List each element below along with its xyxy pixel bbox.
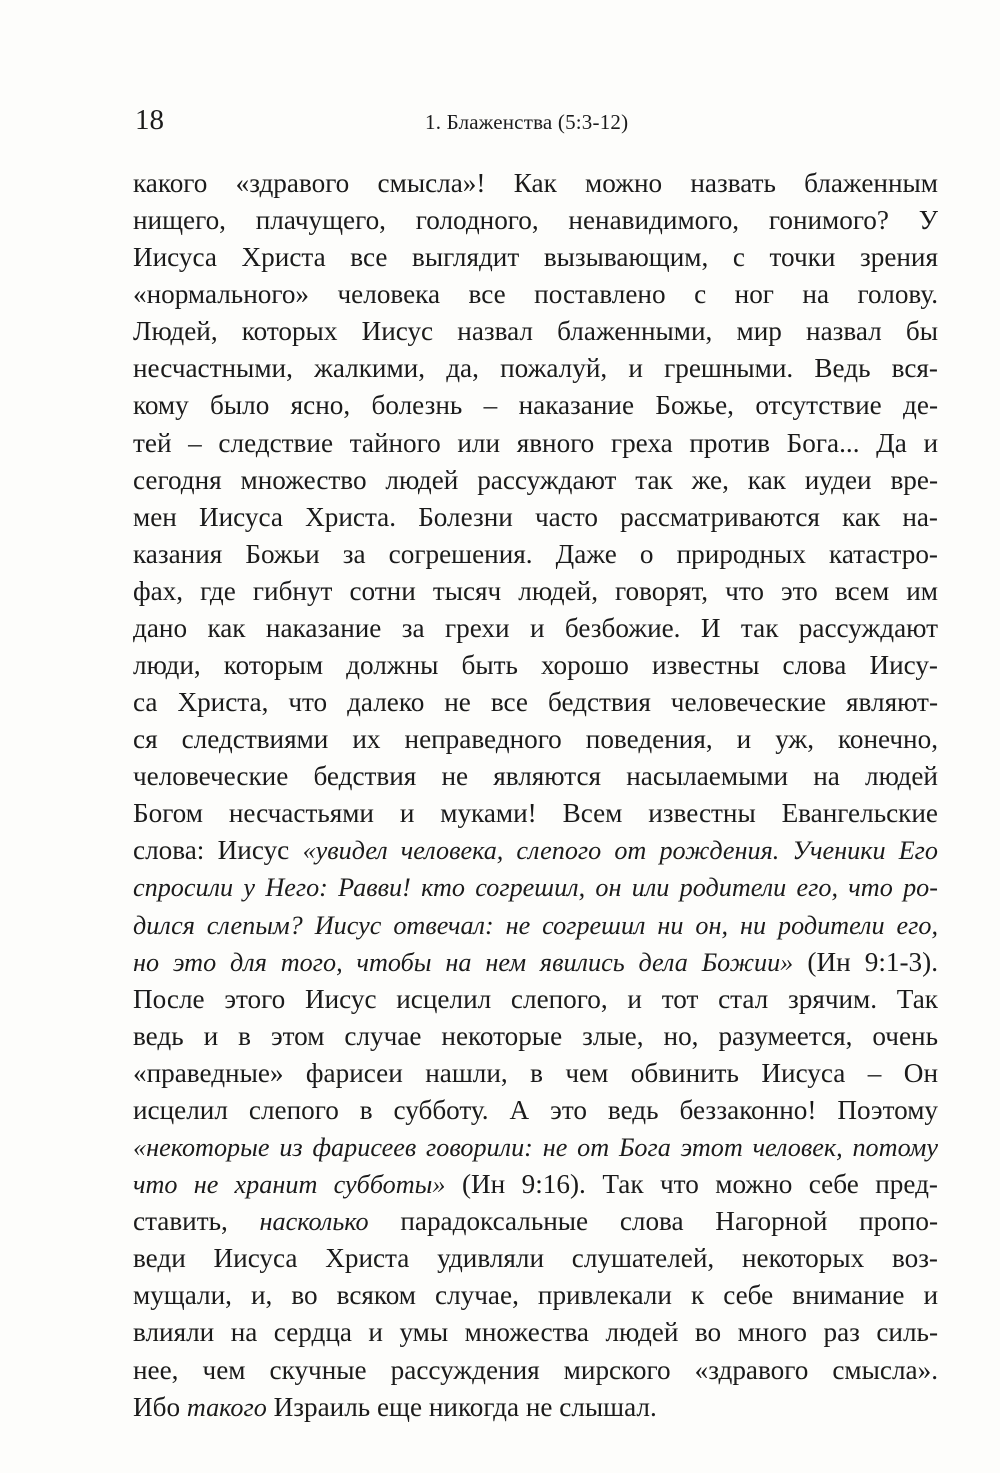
text-line bbox=[133, 1277, 938, 1314]
text-line bbox=[133, 165, 938, 202]
text-line bbox=[133, 1018, 938, 1055]
text-span: ведь и в этом случае некоторые злые, но, разумеется, очень bbox=[133, 1020, 938, 1051]
text-span: мен Иисуса Христа. Болезни часто рассматриваются как на- bbox=[133, 501, 938, 532]
text-line bbox=[133, 1166, 938, 1203]
text-line bbox=[133, 573, 938, 610]
text-span: слова: Иисус bbox=[133, 835, 303, 866]
text-line bbox=[133, 1092, 938, 1129]
text-span: са Христа, что далеко не все бедствия человеческие являют- bbox=[133, 687, 938, 718]
body-text bbox=[133, 165, 938, 1426]
text-line bbox=[133, 350, 938, 387]
text-span: «праведные» фарисеи нашли, в чем обвинить Иисуса – Он bbox=[133, 1057, 938, 1088]
text-span: нее, чем скучные рассуждения мирского «здравого смысла». bbox=[133, 1354, 938, 1385]
text-line bbox=[133, 795, 938, 832]
italic-quote-span: такого bbox=[186, 1392, 267, 1422]
chapter-title: 1. Блаженства (5:3-12) bbox=[425, 110, 629, 134]
text-line bbox=[133, 1389, 938, 1426]
text-span: фах, где гибнут сотни тысяч людей, говорят, что это всем им bbox=[133, 575, 938, 606]
text-line bbox=[133, 1352, 938, 1389]
text-span: кому было ясно, болезнь – наказание Божье, отсутствие де- bbox=[133, 390, 938, 421]
text-line bbox=[133, 276, 938, 313]
text-line bbox=[133, 832, 938, 869]
text-line bbox=[133, 425, 938, 462]
text-span: какого «здравого смысла»! Как можно назвать блаженным bbox=[133, 168, 938, 198]
page-number: 18 bbox=[135, 104, 164, 136]
text-span: дано как наказание за грехи и безбожие. И так рассуждают bbox=[133, 612, 938, 643]
text-span: сегодня множество людей рассуждают так же, как иудеи вре- bbox=[133, 464, 938, 495]
text-span: «нормального» человека все поставлено с ног на голову. bbox=[133, 279, 938, 310]
text-span: парадоксальные слова Нагорной пропо- bbox=[368, 1206, 939, 1237]
text-span: несчастными, жалкими, да, пожалуй, и грешными. Ведь вся- bbox=[133, 353, 938, 384]
italic-quote-span: спросили у Него: Равви! кто согрешил, он или родители его, что ро- bbox=[133, 873, 938, 903]
text-line bbox=[133, 1055, 938, 1092]
text-span: (Ин 9:16). Так что можно себе пред- bbox=[445, 1169, 938, 1200]
text-line bbox=[133, 499, 938, 536]
text-span: Иисуса Христа все выглядит вызывающим, с точки зрения bbox=[133, 242, 938, 273]
text-span: влияли на сердца и умы множества людей во много раз силь- bbox=[133, 1317, 938, 1348]
italic-quote-span: насколько bbox=[259, 1207, 369, 1237]
text-span: казания Божьи за согрешения. Даже о природных катастро- bbox=[133, 538, 938, 569]
italic-quote-span: но это для того, чтобы на нем явились дела Божии» bbox=[133, 947, 794, 977]
text-line bbox=[133, 387, 938, 424]
text-span: Израиль еще никогда не слышал. bbox=[266, 1391, 657, 1422]
text-span: (Ин 9:1-3). bbox=[793, 946, 938, 977]
text-span: После этого Иисус исцелил слепого, и тот стал зрячим. Так bbox=[133, 983, 938, 1014]
text-span: исцелил слепого в субботу. А это ведь беззаконно! Поэтому bbox=[133, 1094, 938, 1125]
italic-quote-span: что не хранит субботы» bbox=[133, 1170, 446, 1200]
italic-quote-span: «некоторые из фарисеев говорили: не от Бога этот человек, потому bbox=[133, 1133, 938, 1163]
text-line bbox=[133, 944, 938, 981]
running-head bbox=[133, 100, 938, 140]
text-span: человеческие бедствия не являются насылаемыми на людей bbox=[133, 761, 938, 792]
text-line bbox=[133, 1314, 938, 1351]
text-span: ся следствиями их неправедного поведения, и уж, конечно, bbox=[133, 724, 938, 755]
text-line bbox=[133, 869, 938, 906]
text-line bbox=[133, 610, 938, 647]
text-line bbox=[133, 684, 938, 721]
text-line bbox=[133, 313, 938, 350]
text-line bbox=[133, 1240, 938, 1277]
text-line bbox=[133, 462, 938, 499]
text-line bbox=[133, 981, 938, 1018]
text-line bbox=[133, 1203, 938, 1240]
text-line bbox=[133, 647, 938, 684]
text-line bbox=[133, 721, 938, 758]
italic-quote-span: «увидел человека, слепого от рождения. Ученики Его bbox=[302, 836, 938, 866]
text-span: Богом несчастьями и муками! Всем известны Евангельские bbox=[133, 798, 938, 829]
text-span: мущали, и, во всяком случае, привлекали к себе внимание и bbox=[133, 1280, 938, 1311]
text-line bbox=[133, 758, 938, 795]
text-line bbox=[133, 907, 938, 944]
text-span: Людей, которых Иисус назвал блаженными, мир назвал бы bbox=[133, 316, 938, 347]
text-span: тей – следствие тайного или явного греха против Бога... Да и bbox=[133, 427, 938, 458]
text-line bbox=[133, 202, 938, 239]
text-line bbox=[133, 536, 938, 573]
text-line bbox=[133, 1129, 938, 1166]
text-span: ставить, bbox=[133, 1206, 260, 1237]
italic-quote-span: дился слепым? Иисус отвечал: не согрешил ни он, ни родители его, bbox=[133, 910, 938, 940]
text-line bbox=[133, 239, 938, 276]
text-span: веди Иисуса Христа удивляли слушателей, некоторых воз- bbox=[133, 1243, 938, 1274]
text-span: нищего, плачущего, голодного, ненавидимого, гонимого? У bbox=[133, 205, 938, 236]
text-span: Ибо bbox=[133, 1391, 187, 1422]
text-span: люди, которым должны быть хорошо известны слова Иису- bbox=[133, 650, 938, 681]
